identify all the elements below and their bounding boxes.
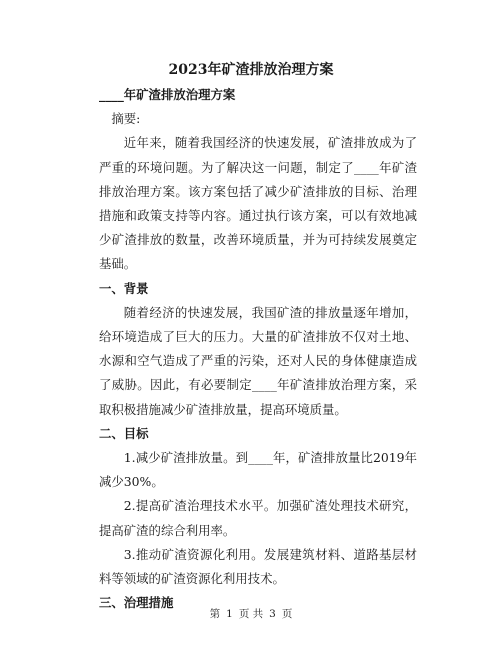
- abstract-paragraph: 近年来，随着我国经济的快速发展，矿渣排放成为了严重的环境问题。为了解决这一问题，制定了____年矿渣排放治理方案。该方案包括了减少矿渣排放的目标、治理措施和政策支持等内容。通过执行该方案，可以有效地减少矿渣排放的数量，改善环境质量，并为可持续发展奠定基础。: [99, 135, 417, 272]
- goal-item-3: 3.推动矿渣资源化利用。发展建筑材料、道路基层材料等领域的矿渣资源化利用技术。: [99, 546, 417, 587]
- footer-prefix: 第: [209, 608, 221, 620]
- document-title: 2023年矿渣排放治理方案: [168, 62, 334, 78]
- page-footer: [0, 606, 502, 621]
- section-heading-goals: 二、目标: [99, 425, 149, 441]
- footer-page-number: 1: [226, 608, 233, 620]
- section-heading-measures: 三、治理措施: [99, 595, 174, 611]
- footer-middle: 页 共: [238, 608, 264, 620]
- document-body: [99, 83, 417, 615]
- abstract-label: 摘要:: [111, 111, 141, 127]
- footer-suffix: 页: [281, 608, 293, 620]
- goal-item-2: 2.提高矿渣治理技术水平。加强矿渣处理技术研究，提高矿渣的综合利用率。: [99, 498, 417, 538]
- document-subtitle: ____年矿渣排放治理方案: [99, 87, 236, 102]
- background-paragraph: 随着经济的快速发展，我国矿渣的排放量逐年增加，给环境造成了巨大的压力。大量的矿渣排放不仅对土地、水源和空气造成了严重的污染，还对人民的身体健康造成了威胁。因此，有必要制定____年矿渣排放治理方案，采取积极措施减少矿渣排放量，提高环境质量。: [99, 304, 417, 417]
- goal-item-1: 1.减少矿渣排放量。到____年，矿渣排放量比2019年减少30%。: [99, 450, 417, 490]
- section-heading-background: 一、背景: [99, 280, 149, 296]
- footer-total-pages: 3: [269, 608, 276, 620]
